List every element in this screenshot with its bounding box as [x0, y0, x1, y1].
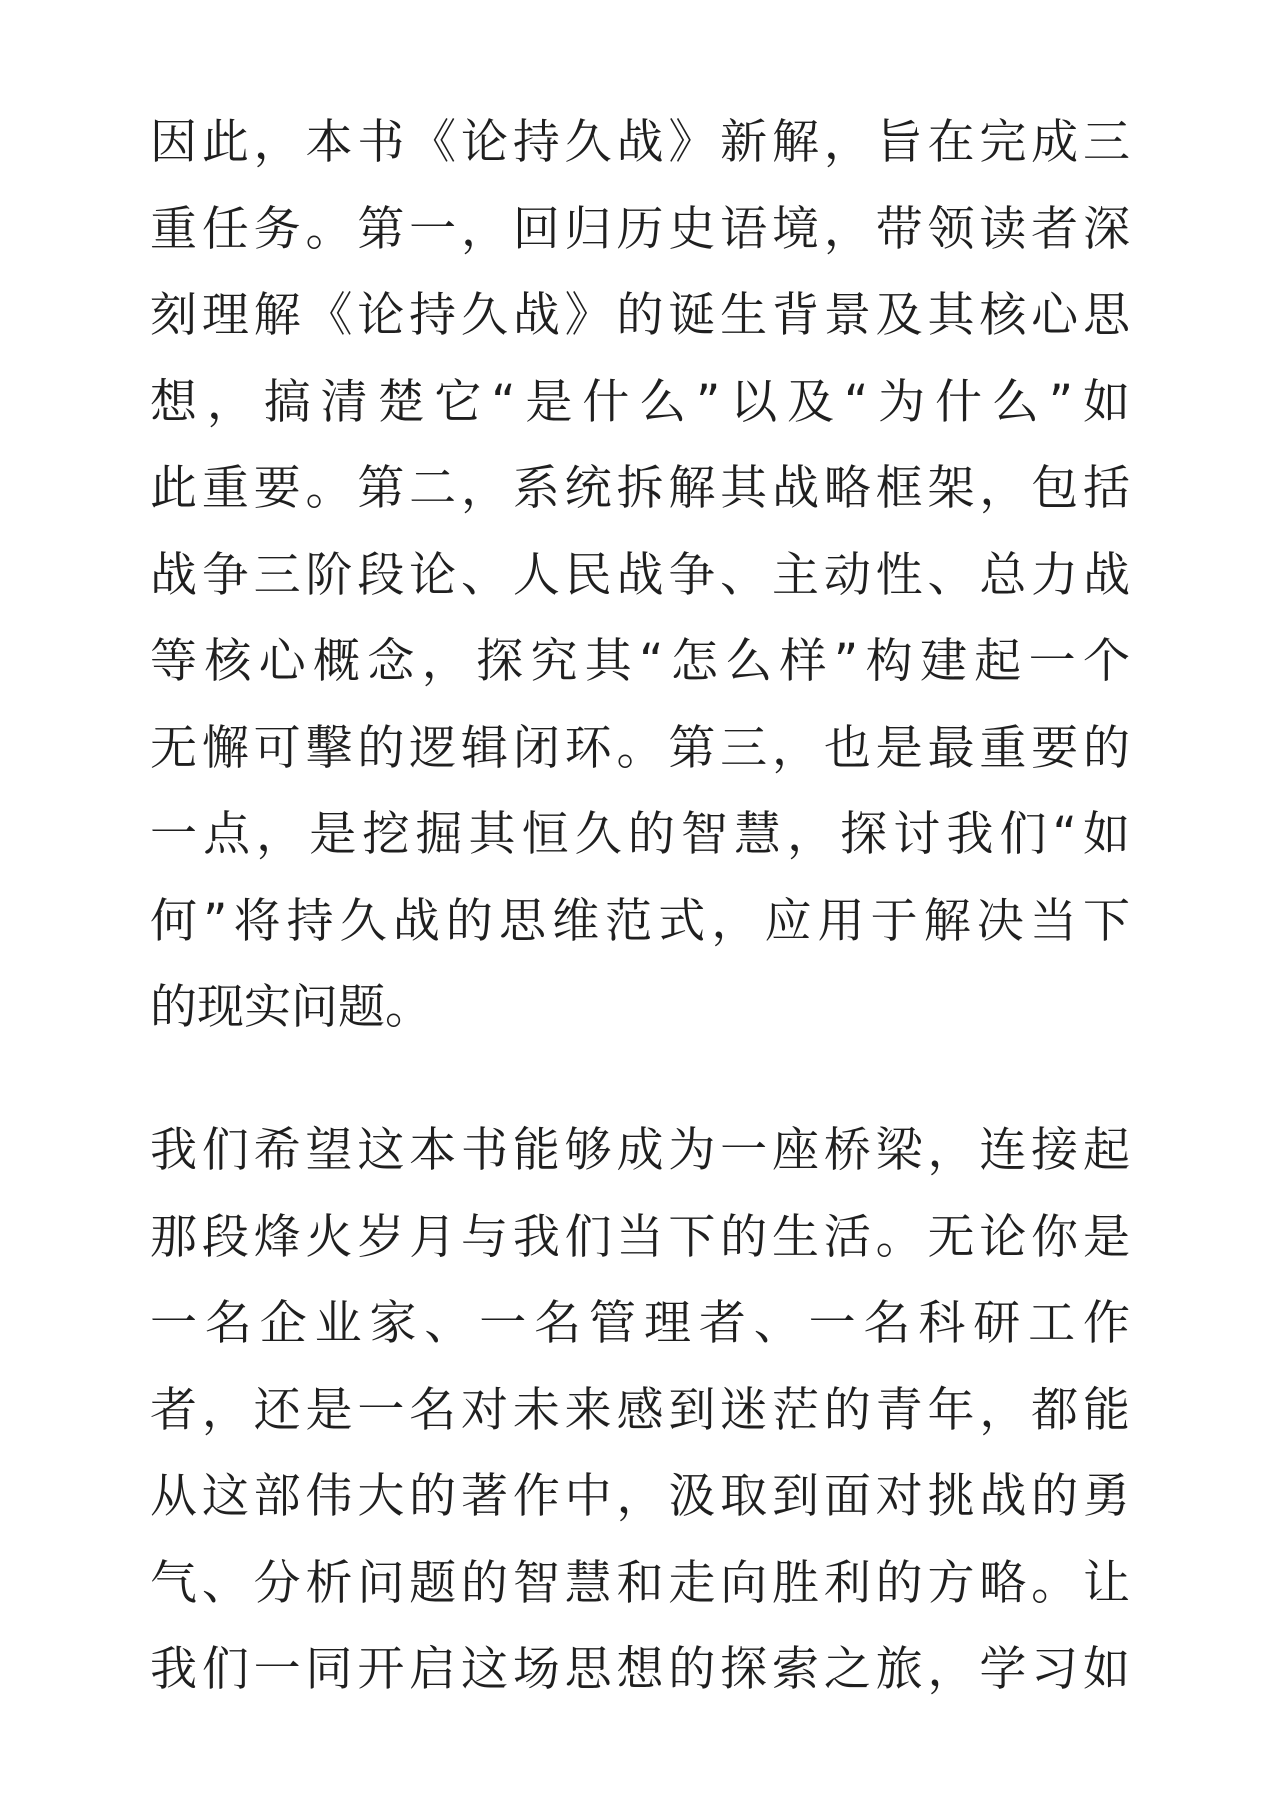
text-line: 等核心概念，探究其“怎么样”构建起一个 [150, 634, 1130, 689]
text-line: 那段烽火岁月与我们当下的生活。无论你是 [150, 1209, 1130, 1265]
text-line: 气、分析问题的智慧和走向胜利的方略。让 [150, 1555, 1130, 1611]
text-line: 刻理解《论持久战》的诞生背景及其核心思 [150, 288, 1130, 343]
text-line: 因此，本书《论持久战》新解，旨在完成三 [150, 115, 1130, 170]
text-line: 一点，是挖掘其恒久的智慧，探讨我们“如 [150, 807, 1130, 862]
text-line: 一名企业家、一名管理者、一名科研工作 [150, 1296, 1130, 1351]
text-line: 我们希望这本书能够成为一座桥梁，连接起 [150, 1123, 1130, 1178]
text-line: 我们一同开启这场思想的探索之旅，学习如 [150, 1642, 1130, 1697]
text-line: 从这部伟大的著作中，汲取到面对挑战的勇 [150, 1469, 1130, 1524]
text-line: 重任务。第一，回归历史语境，带领读者深 [150, 201, 1130, 257]
text-line: 无懈可擊的逻辑闭环。第三，也是最重要的 [150, 720, 1130, 776]
paragraph-2 [150, 1108, 1130, 1714]
text-line: 的现实问题。 [150, 980, 432, 1035]
text-line: 此重要。第二，系统拆解其战略框架，包括 [150, 461, 1130, 516]
text-line: 想，搞清楚它“是什么”以及“为什么”如 [150, 374, 1130, 430]
text-line: 战争三阶段论、人民战争、主动性、总力战 [150, 547, 1130, 603]
text-line: 何”将持久战的思维范式，应用于解决当下 [150, 893, 1130, 949]
paragraph-1 [150, 100, 1130, 1052]
text-line: 者，还是一名对未来感到迷茫的青年，都能 [150, 1382, 1130, 1438]
